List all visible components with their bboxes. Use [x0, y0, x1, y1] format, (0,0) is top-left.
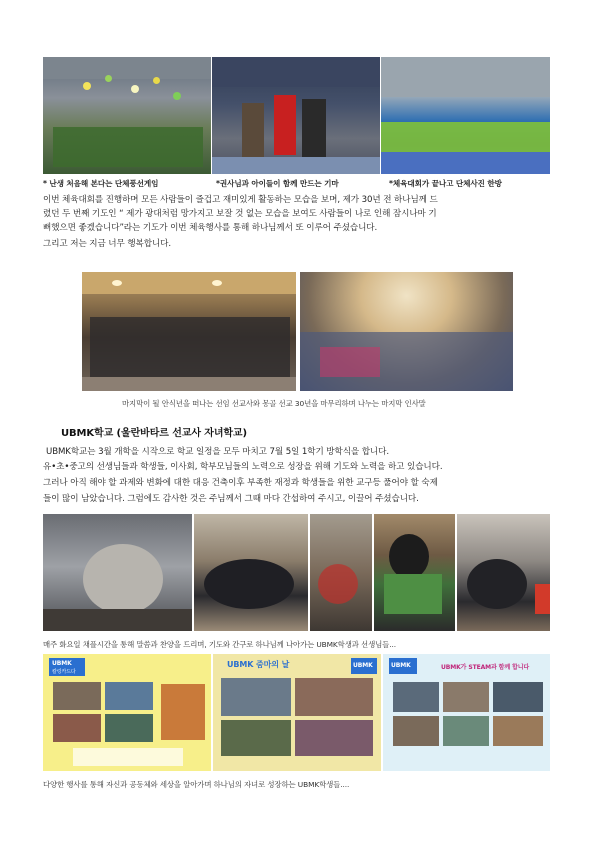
section-title-ubmk: UBMK학교 (울란바타르 선교사 자녀학교)	[61, 428, 247, 439]
caption-chapel: 매주 화요일 채플시간을 통해 말씀과 찬양을 드리며, 기도와 간구로 하나님께 나아가는 UBMK학생과 선생님들...	[43, 640, 396, 649]
poster1-logo: UBMK	[52, 660, 72, 667]
photo-farewell-group	[82, 272, 296, 391]
caption-farewell: 마지막이 될 안식년을 떠나는 선임 선교사와 몽골 선교 30년을 마무리하며 나누는 마지막 인사말	[122, 399, 426, 408]
paragraph-line: 이번 체육대회를 진행하며 모든 사람들이 즐겁고 재미있게 활동하는 모습을 보며, 제가 30년 전 하나님께 드	[43, 195, 438, 205]
paragraph-line: 그리고 저는 지금 너무 행복합니다.	[43, 239, 171, 249]
photo-balloon-game	[43, 57, 211, 174]
photo-prayer-3	[310, 514, 372, 631]
poster3-title: UBMK가 STEAM과 함께 합니다	[441, 664, 530, 671]
photo-prayer-4	[374, 514, 455, 631]
poster2-title: UBMK 줌마의 날	[227, 660, 290, 669]
photo-piggyback-game	[212, 57, 380, 174]
photo-prayer-1	[43, 514, 192, 631]
paragraph-line: 들이 많이 남았습니다. 그럼에도 감사한 것은 주님께서 그때 마다 간섭하여 주시고, 이끌어 주셨습니다.	[43, 494, 419, 504]
poster-steam	[383, 654, 550, 771]
photo-group-sports-day	[381, 57, 550, 174]
photo-farewell-speech	[300, 272, 513, 391]
photo-prayer-2	[194, 514, 308, 631]
photo-prayer-5	[457, 514, 550, 631]
poster2-logo: UBMK	[353, 662, 373, 669]
paragraph-line: 뻐했으면 좋겠습니다”라는 기도가 이번 체육행사를 통해 하나님께서 또 이루어 주셨습니다.	[43, 223, 378, 233]
caption-group-photo: *체육대회가 끝나고 단체사진 한방	[389, 179, 502, 188]
caption-piggyback: *권사님과 아이들이 함께 만드는 기마	[216, 179, 339, 188]
caption-events: 다양한 행사를 통해 자신과 공동체와 세상을 알아가며 하나님의 자녀로 성장하는 UBMK학생들....	[43, 780, 350, 789]
poster-mom-day	[213, 654, 381, 771]
poster3-logo: UBMK	[391, 662, 411, 669]
poster-calling-card	[43, 654, 211, 771]
paragraph-line: 렸던 두 번째 기도인 “ 제가 광대처럼 망가지고 보잘 것 없는 모습을 보여도 사람들이 나로 인해 잠시나마 기	[43, 209, 437, 219]
paragraph-line: UBMK학교는 3월 개학을 시작으로 학교 일정을 모두 마치고 7월 5일 1학기 방학식을 합니다.	[46, 447, 389, 457]
paragraph-line: 그러나 아직 해야 할 과제와 변화에 대한 대응 건축이후 부족한 재정과 학생들을 위한 교구등 풀어야 할 숙제	[43, 478, 438, 488]
paragraph-line: 유•초•중고의 선생님들과 학생들, 이사회, 학부모님들의 노력으로 성장을 위해 기도와 노력을 하고 있습니다.	[43, 462, 443, 472]
caption-balloon-game: * 난생 처음해 본다는 단체풍선게임	[43, 179, 159, 188]
poster1-subtitle: 칼링카드다	[52, 669, 76, 675]
